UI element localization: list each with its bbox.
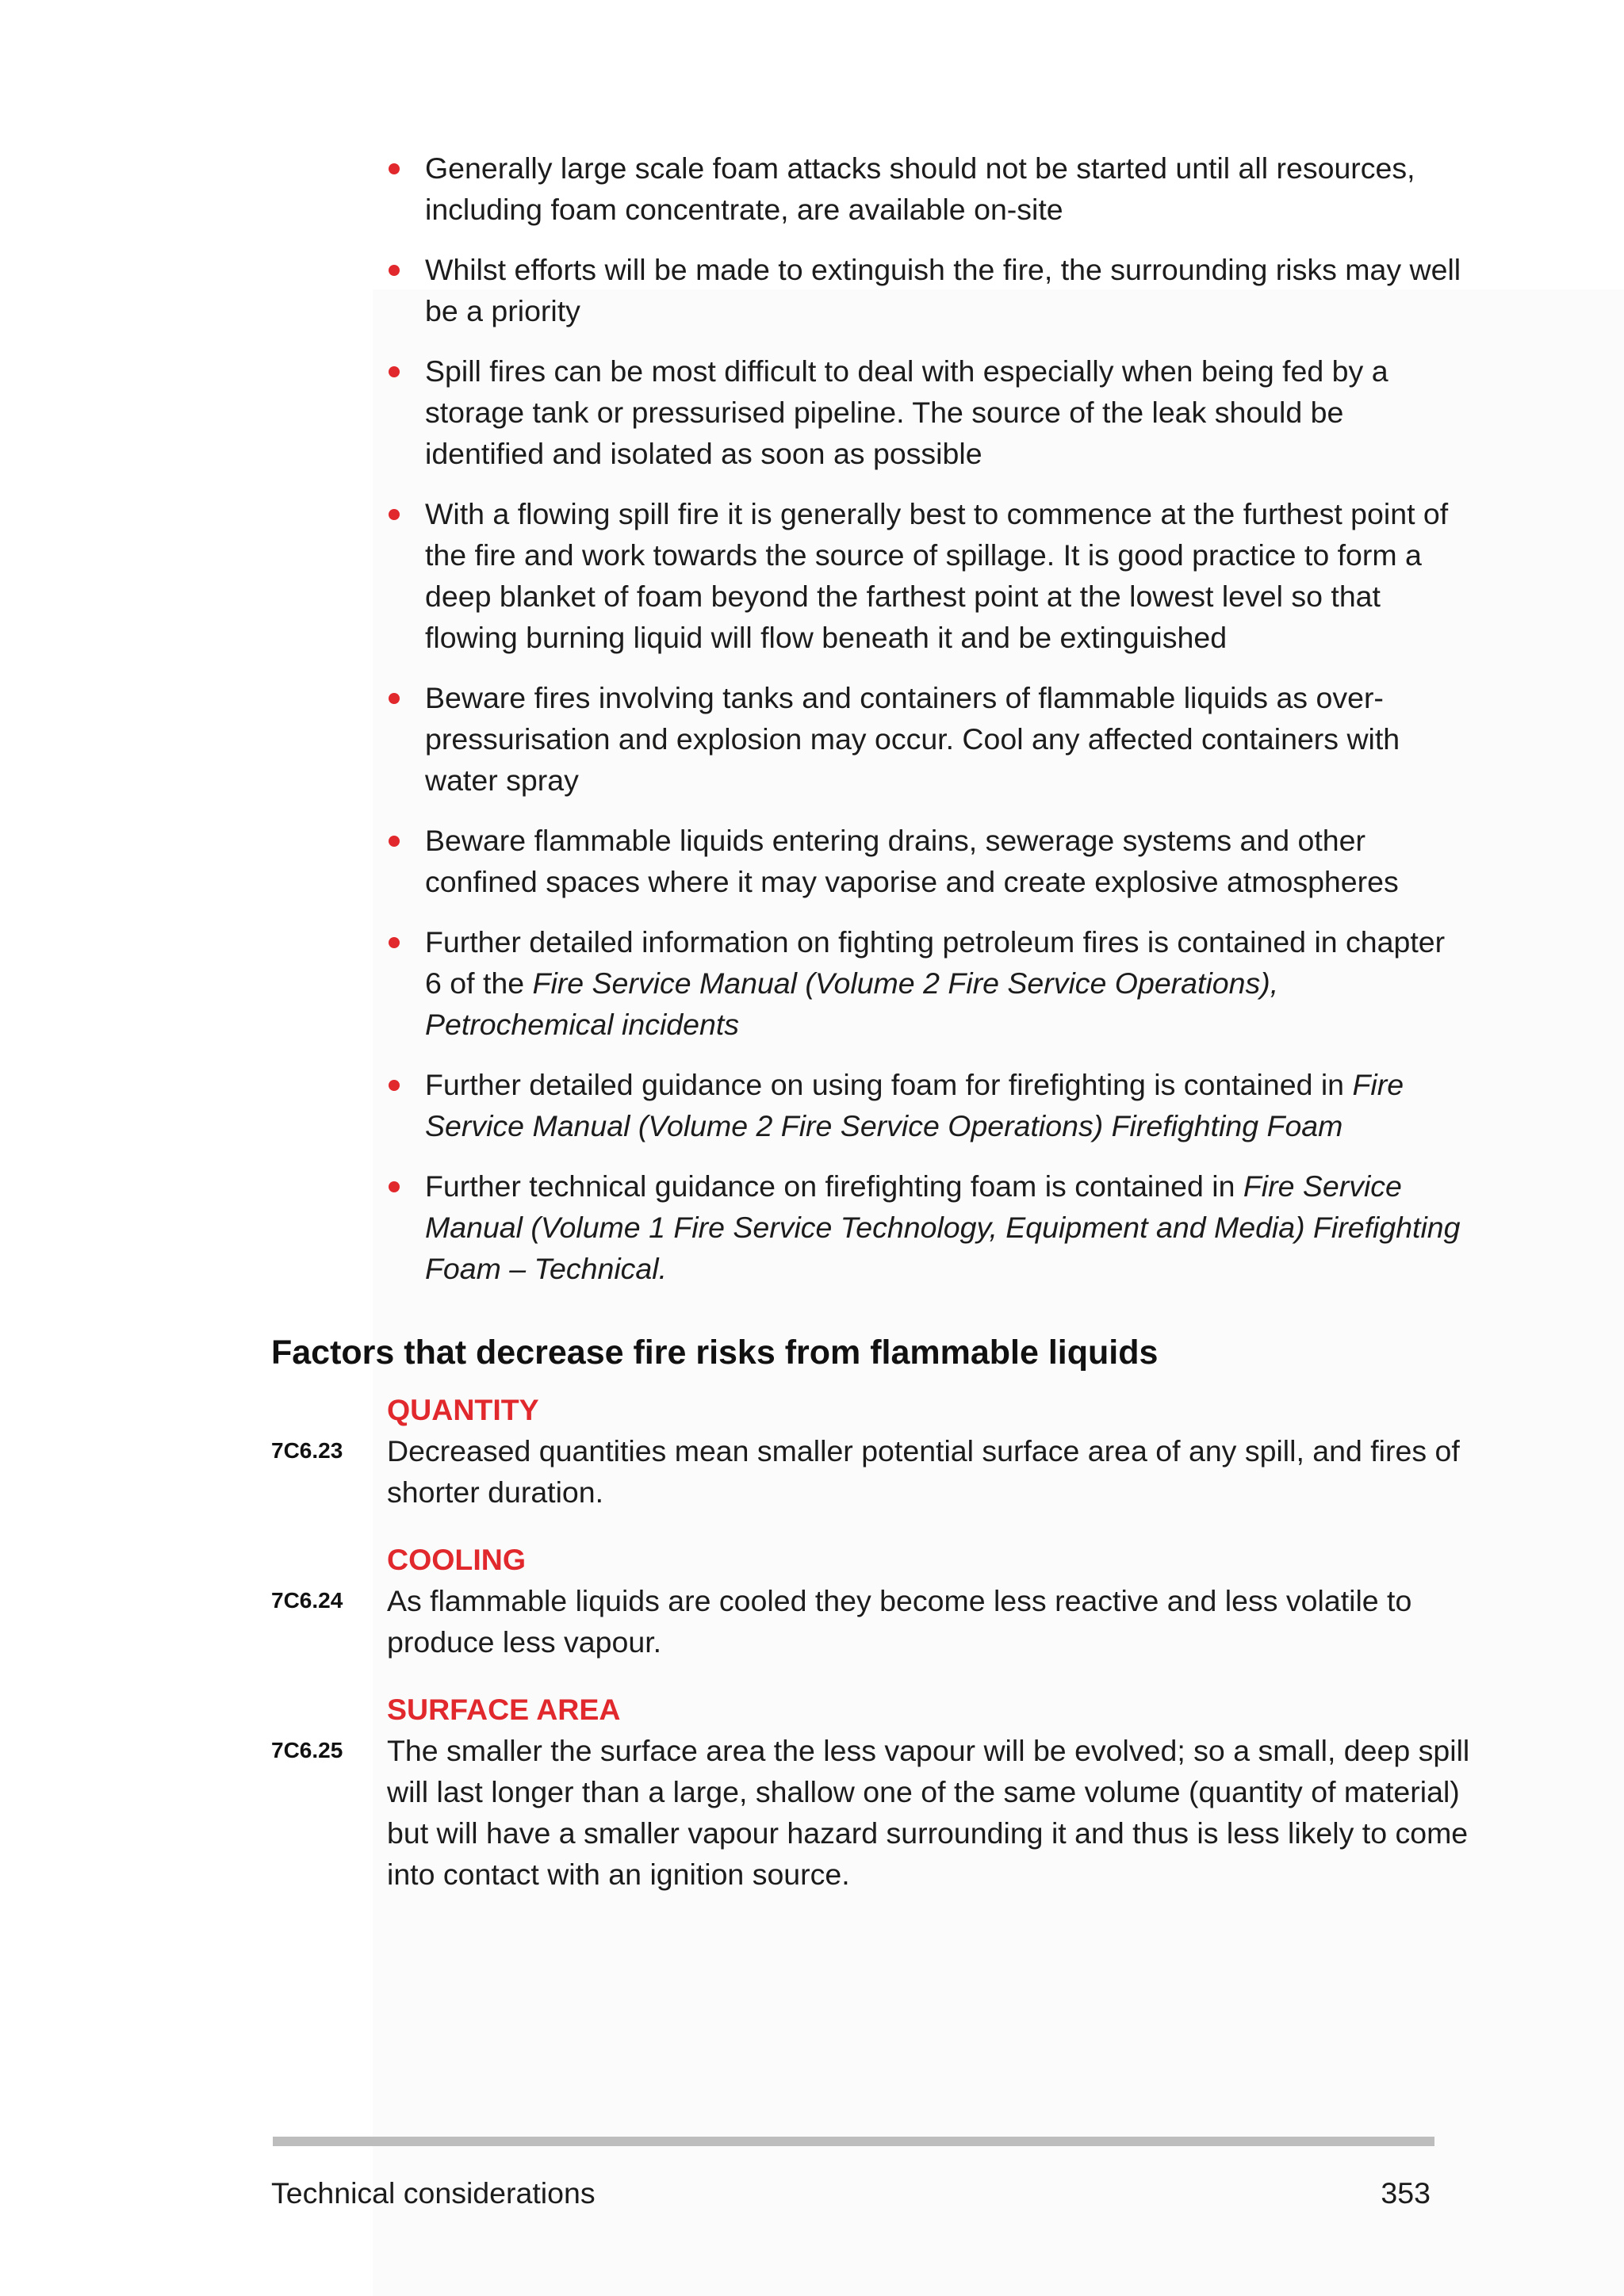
bullet-text: Further detailed information on fighting petroleum fires is contained in chapter 6 of the xyxy=(425,925,1446,1000)
bullet-text: Beware flammable liquids entering drains, sewerage systems and other confined spaces where it may vaporise and create explosive atmospheres xyxy=(425,824,1399,898)
bullet-dot-icon xyxy=(389,937,400,948)
bullet-reference-italic: Fire Service Manual (Volume 2 Fire Service Operations), Petrochemical incidents xyxy=(425,966,1279,1041)
bullet-text: Further technical guidance on firefighting foam is contained in xyxy=(425,1169,1243,1203)
paragraph-text: Decreased quantities mean smaller potential surface area of any spill, and fires of shorter duration. xyxy=(387,1434,1460,1509)
bullet-dot-icon xyxy=(389,265,400,276)
bullet-dot-icon xyxy=(389,163,400,174)
bullet-dot-icon xyxy=(389,693,400,704)
bullet-text: Spill fires can be most difficult to deal with especially when being fed by a storage tank or pressurised pipeline. The source of the leak should be identified and isolated as soon as possible xyxy=(425,354,1388,470)
bullet-text: With a flowing spill fire it is generally best to commence at the furthest point of the fire and work towards the source of spillage. It is good practice to form a deep blanket of foam beyond the farthest point at the lowest level so that flowing burning liquid will flow beneath it and be extinguished xyxy=(425,497,1449,654)
bullet-reference-italic: Fire Service Manual (Volume 2 Fire Service Operations) Firefighting Foam xyxy=(425,1068,1404,1142)
section-heading: Factors that decrease fire risks from flammable liquids xyxy=(271,1334,1159,1372)
bullet-dot-icon xyxy=(389,509,400,520)
paragraph-row xyxy=(271,1580,1477,1663)
bullet-item xyxy=(387,1064,1465,1146)
factor-heading: COOLING xyxy=(387,1543,526,1576)
bullet-list xyxy=(387,147,1465,1308)
bullet-dot-icon xyxy=(389,1080,400,1091)
paragraph-text: As flammable liquids are cooled they become less reactive and less volatile to produce less vapour. xyxy=(387,1584,1412,1659)
factor-heading: QUANTITY xyxy=(387,1393,539,1426)
factor-quantity xyxy=(271,1389,1477,1513)
factor-heading: SURFACE AREA xyxy=(387,1693,621,1726)
bullet-item xyxy=(387,493,1465,658)
bullet-item xyxy=(387,921,1465,1045)
bullet-dot-icon xyxy=(389,836,400,847)
paragraph-text: The smaller the surface area the less vapour will be evolved; so a small, deep spill will last longer than a large, shallow one of the same volume (quantity of material) but will have a smaller vapour hazard surrounding it and thus is less likely to come into contact with an ignition source. xyxy=(387,1734,1470,1891)
bullet-reference-italic: Fire Service Manual (Volume 1 Fire Service Technology, Equipment and Media) Firefighting Foam – Technical. xyxy=(425,1169,1461,1285)
bullet-text: Further detailed guidance on using foam for firefighting is contained in xyxy=(425,1068,1353,1101)
paragraph-row xyxy=(271,1730,1477,1895)
paragraph-number: 7C6.23 xyxy=(271,1438,343,1463)
bullet-text: Whilst efforts will be made to extinguish the fire, the surrounding risks may well be a priority xyxy=(425,253,1461,327)
footer-divider xyxy=(273,2137,1434,2146)
bullet-item xyxy=(387,820,1465,902)
bullet-item xyxy=(387,147,1465,230)
paragraph-number: 7C6.25 xyxy=(271,1738,343,1762)
bullet-dot-icon xyxy=(389,366,400,377)
bullet-item xyxy=(387,677,1465,801)
bullet-text: Generally large scale foam attacks should not be started until all resources, including foam concentrate, are available on-site xyxy=(425,151,1415,226)
paragraph-number: 7C6.24 xyxy=(271,1588,343,1613)
footer-section-title: Technical considerations xyxy=(271,2176,596,2210)
page-number: 353 xyxy=(1381,2176,1431,2210)
bullet-item xyxy=(387,1165,1465,1289)
bullet-item xyxy=(387,350,1465,474)
factor-surface-area xyxy=(271,1689,1477,1895)
paragraph-row xyxy=(271,1430,1477,1513)
bullet-item xyxy=(387,249,1465,331)
factor-cooling xyxy=(271,1539,1477,1663)
bullet-dot-icon xyxy=(389,1181,400,1192)
bullet-text: Beware fires involving tanks and containers of flammable liquids as over-pressurisation and explosion may occur. Cool any affected containers with water spray xyxy=(425,681,1400,797)
